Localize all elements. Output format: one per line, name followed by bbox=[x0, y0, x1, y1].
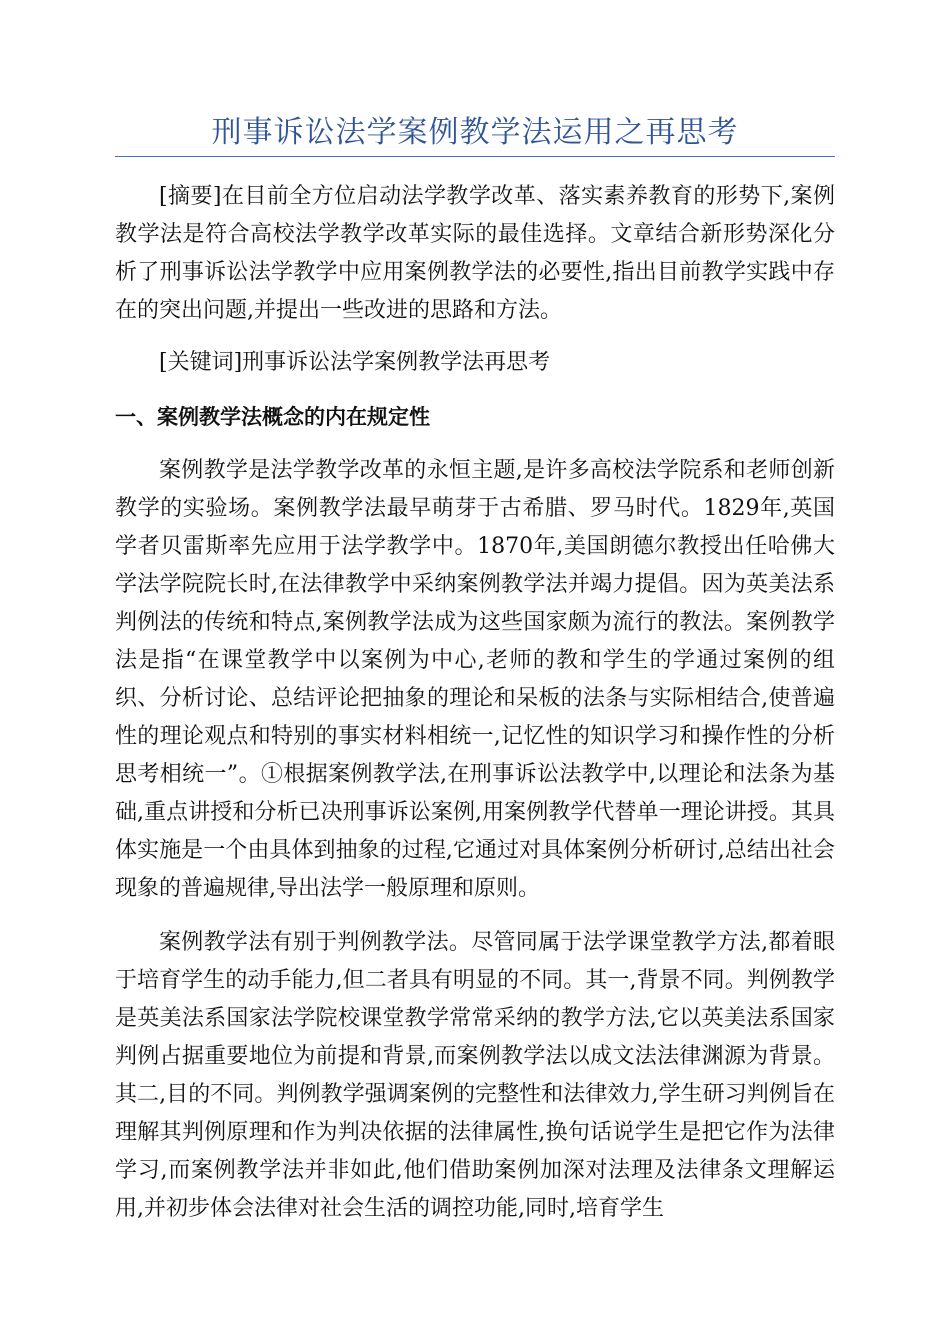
keywords-paragraph: [关键词]刑事诉讼法学案例教学法再思考 bbox=[159, 350, 551, 375]
document-title: 刑事诉讼法学案例教学法运用之再思考 bbox=[211, 115, 739, 150]
body-paragraph: 案例教学是法学教学改革的永恒主题,是许多高校法学院系和老师创新教学的实验场。案例教学法最早萌芽于古希腊、罗马时代。1829年,英国学者贝雷斯率先应用于法学教学中。1870年,美国朗德尔教授出任哈佛大学法学院院长时,在法律教学中采纳案例教学法并竭力提倡。因为英美法系判例法的传统和特点,案例教学法成为这些国家颇为流行的教法。案例教学法是指“在课堂教学中以案例为中心,老师的教和学生的学通过案例的组织、分析讨论、总结评论把抽象的理论和呆板的法条与实际相结合,使普遍性的理论观点和特别的事实材料相统一,记忆性的知识学习和操作性的分析思考相统一”。①根据案例教学法,在刑事诉讼法教学中,以理论和法条为基础,重点讲授和分析已决刑事诉讼案例,用案例教学代替单一理论讲授。其具体实施是一个由具体到抽象的过程,它通过对具体案例分析研讨,总结出社会现象的普遍规律,导出法学一般原理和原则。 bbox=[115, 458, 835, 901]
title-underline bbox=[115, 156, 835, 157]
abstract-paragraph: [摘要]在目前全方位启动法学教学改革、落实素养教育的形势下,案例教学法是符合高校法学教学改革实际的最佳选择。文章结合新形势深化分析了刑事诉讼法学教学中应用案例教学法的必要性,指出目前教学实践中存在的突出问题,并提出一些改进的思路和方法。 bbox=[115, 184, 835, 323]
section-heading: 一、案例教学法概念的内在规定性 bbox=[115, 405, 430, 429]
body-paragraph: 案例教学法有别于判例教学法。尽管同属于法学课堂教学方法,都着眼于培育学生的动手能力,但二者具有明显的不同。其一,背景不同。判例教学是英美法系国家法学院校课堂教学常常采纳的教学方法,它以英美法系国家判例占据重要地位为前提和背景,而案例教学法以成文法法律渊源为背景。其二,目的不同。判例教学强调案例的完整性和法律效力,学生研习判例旨在理解其判例原理和作为判决依据的法律属性,换句话说学生是把它作为法律学习,而案例教学法并非如此,他们借助案例加深对法理及法律条文理解运用,并初步体会法律对社会生活的调控功能,同时,培育学生 bbox=[115, 930, 835, 1221]
